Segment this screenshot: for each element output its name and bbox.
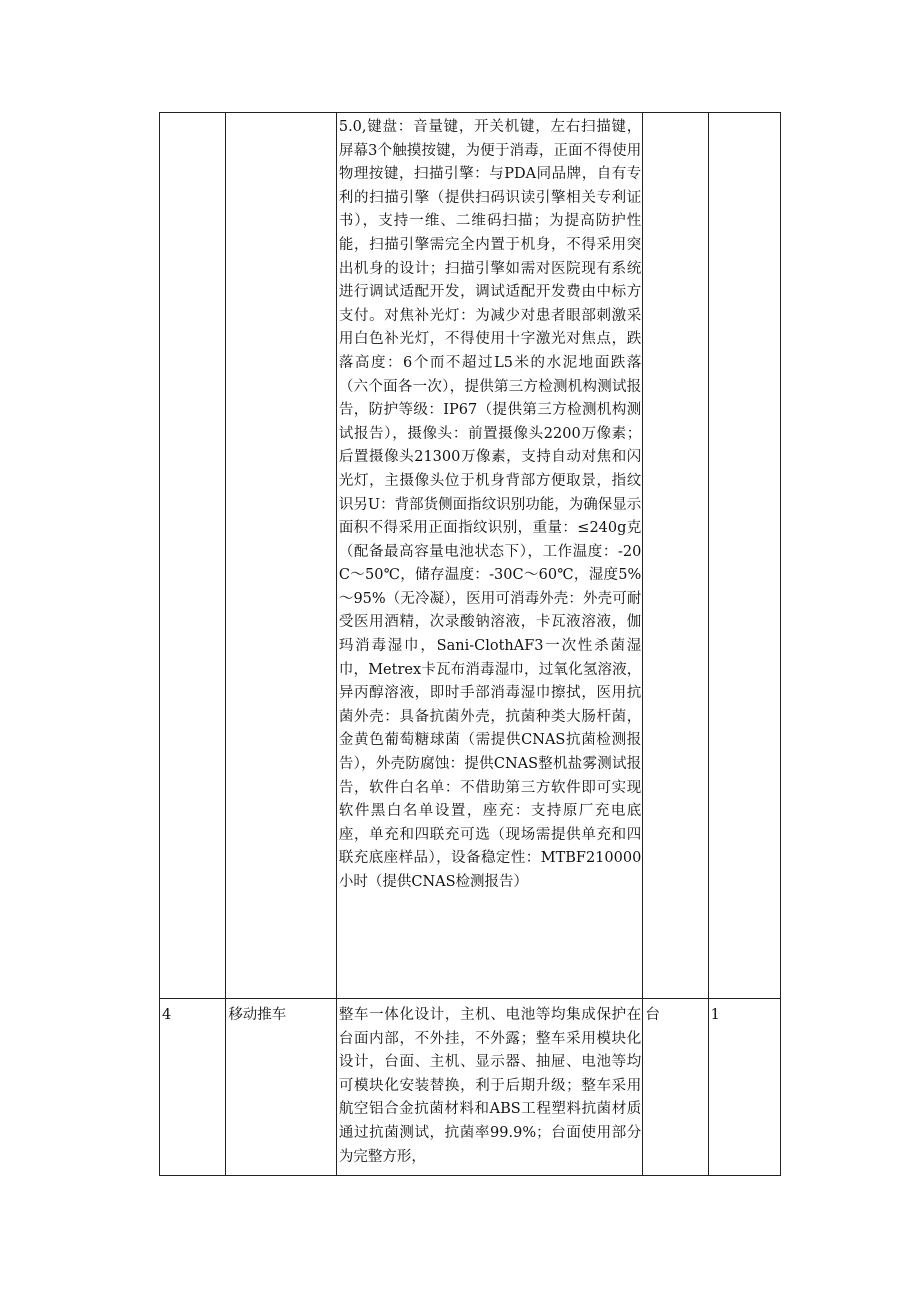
spec-table — [159, 112, 781, 1176]
cell-qty — [708, 113, 780, 999]
cell-qty: 1 — [708, 999, 780, 1176]
cell-description: 整车一体化设计，主机、电池等均集成保护在台面内部，不外挂，不外露；整车采用模块化设计，台面、主机、显示器、抽屉、电池等均可模块化安装替换，利于后期升级；整车采用航空铝合金抗菌材料和ABS工程塑料抗菌材质通过抗菌测试，抗菌率99.9%；台面使用部分为完整方形， — [336, 999, 642, 1176]
cell-unit: 台 — [643, 999, 708, 1176]
table-row — [160, 999, 781, 1176]
cell-no — [160, 113, 226, 999]
cell-no: 4 — [160, 999, 226, 1176]
cell-name — [226, 113, 337, 999]
table-row — [160, 113, 781, 999]
cell-description: 5.0,键盘：音量键，开关机键，左右扫描键，屏幕3个触摸按键，为便于消毒，正面不得使用物理按键，扫描引擎：与PDA同品牌，自有专利的扫描引擎（提供扫码识读引擎相关专利证书），支持一维、二维码扫描；为提高防护性能，扫描引擎需完全内置于机身，不得采用突出机身的设计；扫描引擎如需对医院现有系统进行调试适配开发，调试适配开发费由中标方支付。对焦补光灯：为减少对患者眼部刺激采用白色补光灯，不得使用十字激光对焦点，跌落高度：6个而不超过L5米的水泥地面跌落（六个面各一次），提供第三方检测机构测试报告，防护等级：IP67（提供第三方检测机构测试报告），摄像头：前置摄像头2200万像素；后置摄像头21300万像素，支持自动对焦和闪光灯，主摄像头位于机身背部方便取景，指纹识另U：背部货侧面指纹识别功能，为确保显示面积不得采用正面指纹识别，重量：≤240g克（配备最高容量电池状态下），工作温度：-20C～50℃，储存温度：-30C～60℃，湿度5%～95%（无冷凝），医用可消毒外壳：外壳可耐受医用酒精，次录酸钠溶液，卡瓦液溶液，伽玛消毒湿巾，Sani-ClothAF3一次性杀菌湿巾，Metrex卡瓦布消毒湿巾，过氧化氢溶液，异丙醇溶液，即时手部消毒湿巾擦拭，医用抗菌外壳：具备抗菌外壳，抗菌种类大肠杆菌，金黄色葡萄糖球菌（需提供CNAS抗菌检测报告），外壳防腐蚀：提供CNAS整机盐雾测试报告，软件白名单：不借助第三方软件即可实现软件黑白名单设置，座充：支持原厂充电底座，单充和四联充可选（现场需提供单充和四联充底座样品），设备稳定性：MTBF210000小时（提供CNAS检测报告） — [336, 113, 642, 999]
cell-unit — [643, 113, 708, 999]
cell-name: 移动推车 — [226, 999, 337, 1176]
